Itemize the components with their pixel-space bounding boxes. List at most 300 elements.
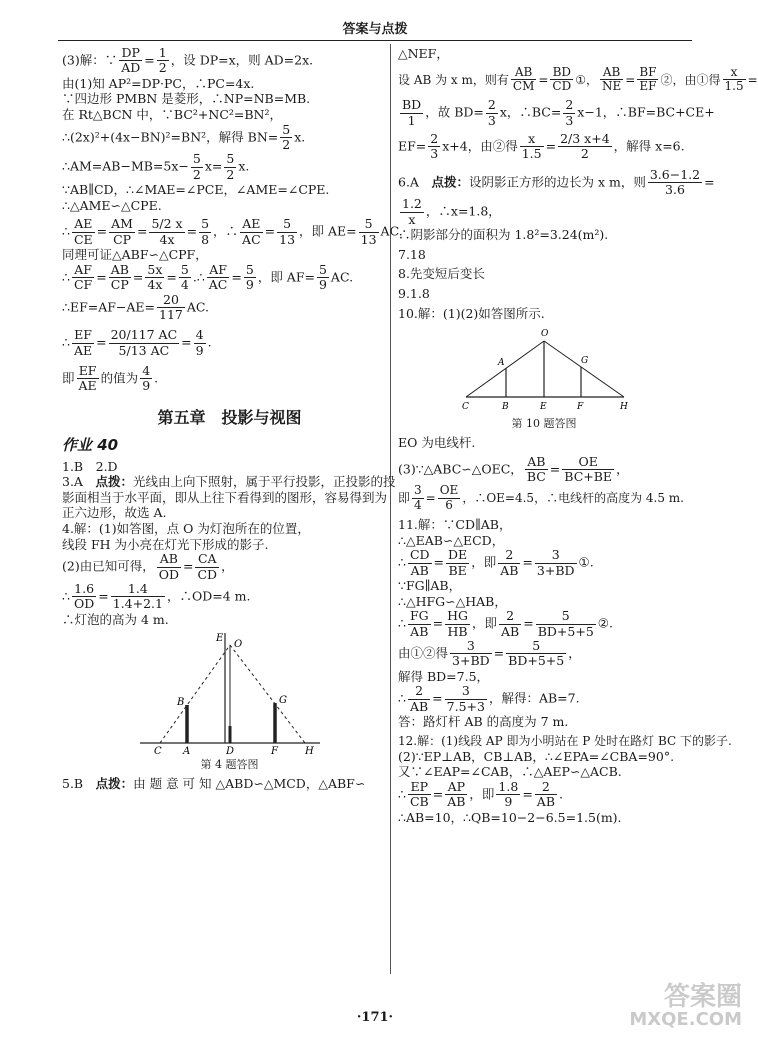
fraction — [157, 46, 169, 76]
numerator: 5 — [180, 261, 189, 277]
answer-11-line-1: 11.解：∵CD∥AB， — [398, 517, 512, 533]
denominator: 4x — [159, 231, 175, 247]
numerator: 3.6−1.2 — [649, 166, 701, 182]
text: . — [559, 786, 563, 802]
numerator: AM — [111, 216, 133, 232]
text: = — [747, 72, 758, 87]
label-b: B — [176, 697, 184, 709]
numerator: 3 — [445, 684, 487, 699]
right-column — [398, 46, 758, 825]
numerator: AB — [157, 552, 181, 567]
denominator: AE — [78, 378, 97, 394]
answer-3-line-3: 正六边形，故选 A. — [62, 505, 167, 521]
numerator: 1.2 — [402, 196, 422, 212]
answer-5-line-1 — [62, 776, 397, 792]
tip-label: 点拨： — [95, 474, 133, 490]
numerator: 5 — [245, 261, 254, 277]
fraction — [277, 217, 297, 247]
answer-11-line-3: ∴ $\frac{CD}{AB}$ = $\frac{DE}{BE}$ ，即 $\frac{2}{AB}$ = $\frac{3}{3+BD}$ ①. — [398, 547, 594, 578]
denominator: CP — [113, 231, 132, 247]
text: ，即 — [472, 615, 498, 631]
denominator: AB — [500, 562, 519, 578]
numerator: AB — [511, 66, 536, 81]
answer-3-line-1 — [62, 474, 397, 490]
answer-11-line-2: ∴△EAB∽△ECD， — [398, 532, 505, 548]
denominator: BE — [448, 562, 467, 578]
denominator: BC — [526, 469, 546, 485]
numerator: BF — [639, 64, 657, 79]
fraction — [145, 263, 164, 293]
numerator: 20/117 AC — [110, 327, 178, 343]
denominator: 9 — [195, 342, 204, 358]
fraction — [525, 455, 548, 485]
denominator: BD+5+5 — [537, 623, 594, 639]
answer-12-line-3: 又∵∠EAP=∠CAB，∴△AEP∽△ACB. — [398, 764, 622, 780]
answer-4-line-5: ∴灯泡的高为 4 m. — [62, 611, 169, 627]
text: 3.A — [62, 474, 96, 490]
denominator: OD — [158, 566, 179, 582]
fraction — [535, 780, 557, 810]
answer-9: 9.1.8 — [398, 286, 430, 302]
fraction — [179, 263, 191, 293]
figure-10 — [454, 325, 634, 415]
text: 光线由上向下照射，属于平行投影，正投影的投 — [132, 474, 396, 490]
text: ∴EF=AF−AE= — [62, 298, 156, 314]
numerator: AE — [240, 217, 263, 232]
denominator: 9 — [504, 794, 513, 810]
text: AC. — [380, 223, 403, 239]
fraction — [498, 548, 520, 578]
left-line-13: ∴ $\frac{EF}{AE}$ = $\frac{20/117 AC}{5/13 AC}$ = $\frac{4}{9}$ . — [62, 327, 212, 358]
numerator: 2 — [498, 548, 520, 563]
text: = — [704, 174, 715, 190]
text: 即 — [62, 370, 75, 386]
denominator: BD+5+5 — [508, 653, 565, 669]
fraction — [157, 293, 185, 323]
answer-6-line-3: ∴阴影部分的面积为 1.8²=3.24(m²). — [398, 227, 609, 243]
homework-title: 作业 40 — [62, 435, 119, 454]
text: ∴ — [398, 786, 406, 802]
fraction — [109, 263, 131, 293]
denominator: CE — [73, 231, 93, 247]
numerator: AB — [110, 261, 129, 277]
fraction — [520, 132, 544, 162]
text: 由①②得 — [398, 645, 449, 661]
left-line-9: ∴ $\frac{AE}{CE}$ = $\frac{AM}{CP}$ = $\frac{5/2 x}{4x}$ = $\frac{5}{8}$ ，∴ $\frac{AE}{AC}$ = $\frac{5}{13}$ ，即 AE= $\frac{5}{13}$ AC. — [62, 216, 403, 247]
denominator: 2 — [226, 166, 235, 182]
denominator: NE — [602, 79, 622, 94]
fraction — [191, 152, 203, 182]
text: ∴AM=AB−MB=5x− — [62, 158, 189, 174]
answer-1-2: 1.B 2.D — [62, 458, 118, 474]
answer-7: 7.18 — [398, 246, 426, 262]
answer-11-line-10: 答：路灯杆 AB 的高度为 7 m. — [398, 714, 569, 730]
denominator: 3.6 — [665, 182, 685, 198]
denominator: 1.4+2.1 — [112, 596, 163, 612]
left-line-14 — [62, 364, 397, 394]
text: .∴ — [192, 269, 205, 285]
label-d: D — [225, 746, 234, 758]
numerator: EF — [72, 328, 94, 343]
text: ②，由①得 — [660, 72, 721, 87]
answer-4-line-2: 线段 FH 为小亮在灯光下形成的影子. — [62, 536, 269, 552]
answer-11-line-6: ∴ $\frac{FG}{AB}$ = $\frac{HG}{HB}$ ，即 $\frac{2}{AB}$ = $\frac{5}{BD+5+5}$ ②. — [398, 608, 613, 639]
left-line-8: ∴△AME∽△CPE. — [62, 197, 162, 213]
fraction — [195, 552, 219, 582]
answer-11-line-7: 由①②得 $\frac{3}{3+BD}$ = $\frac{5}{BD+5+5}$ ， — [398, 638, 581, 669]
label-e: E — [540, 402, 547, 413]
numerator: AE — [72, 217, 95, 232]
header-rule — [58, 40, 692, 41]
numerator: 2 — [499, 609, 521, 624]
text: AC. — [186, 298, 210, 314]
fraction — [109, 217, 135, 247]
numerator: 5 — [277, 217, 297, 232]
fraction — [600, 66, 623, 95]
fraction — [535, 548, 577, 578]
text: (3)解：∵ — [62, 52, 118, 68]
fraction — [119, 46, 142, 76]
denominator: 1.5 — [521, 146, 542, 162]
label-e: E — [215, 633, 223, 645]
fraction — [412, 484, 424, 513]
left-line-6 — [62, 152, 397, 182]
fraction — [77, 364, 99, 394]
text: ②. — [597, 615, 613, 631]
ray-left — [466, 341, 544, 397]
label-c: C — [462, 402, 469, 413]
text: . — [154, 370, 159, 386]
fraction — [723, 66, 746, 95]
label-b: B — [502, 402, 509, 413]
denominator: 3+BD — [536, 562, 575, 578]
text: ，故 BD= — [425, 104, 484, 120]
text: ，即 AF= — [257, 269, 315, 285]
numerator: 2 — [408, 684, 430, 699]
numerator: 5/2 x — [151, 216, 183, 232]
answer-12-line-2: (2)∵EP⊥AB，CB⊥AB，∴∠EPA=∠CBA=90°. — [398, 748, 675, 764]
text: x−1，∴BF=BC+CE+ — [577, 104, 715, 120]
left-line-11: ∴ $\frac{AF}{CF}$ = $\frac{AB}{CP}$ = $\frac{5x}{4x}$ = $\frac{5}{4}$ .∴ $\frac{AF}{AC}$ = $\frac{5}{9}$ ，即 AF= $\frac{5}{9}$ AC. — [62, 261, 354, 293]
fraction — [317, 263, 329, 293]
text: ，∴OD=4 m. — [166, 588, 251, 604]
text: ，即 — [469, 786, 495, 802]
denominator: 6 — [445, 498, 453, 513]
watermark-line-2: MXQE.COM — [629, 1009, 742, 1031]
tip-label: 点拨： — [431, 174, 469, 190]
numerator: 20 — [157, 293, 185, 308]
fraction — [536, 609, 596, 639]
fraction — [496, 780, 520, 810]
numerator: HG — [447, 608, 468, 624]
fraction — [550, 66, 573, 95]
answer-11-line-4: ∵FG∥AB， — [398, 578, 462, 594]
text: ，解得 x=6. — [613, 138, 685, 154]
left-column — [62, 45, 403, 792]
numerator: 2 — [535, 780, 557, 795]
numerator: CA — [195, 552, 219, 567]
text: ，∴x=1.8， — [425, 203, 501, 219]
text: = — [144, 52, 155, 68]
denominator: 1.5 — [724, 79, 744, 94]
text: ∴ — [398, 615, 406, 631]
answer-12-line-5: ∴AB=10，∴QB=10−2−6.5=1.5(m). — [398, 809, 622, 825]
text: 即 — [398, 491, 411, 506]
denominator: 3 — [487, 112, 496, 128]
numerator: 4 — [195, 327, 204, 343]
figure-4 — [130, 631, 330, 756]
fraction — [648, 168, 702, 198]
denominator: 2 — [282, 137, 291, 152]
text: ∴ — [62, 588, 70, 604]
text: ∴ — [62, 269, 70, 285]
left-line-5 — [62, 123, 397, 153]
label-h: H — [304, 746, 314, 758]
fraction — [486, 98, 498, 128]
numerator: 5 — [506, 639, 566, 654]
text: 6.A — [398, 174, 432, 190]
ray-right — [544, 341, 624, 397]
denominator: AB — [447, 794, 466, 810]
label-o: O — [541, 329, 549, 340]
numerator: 5 — [226, 151, 235, 167]
text: (2)由已知可得， — [62, 558, 155, 574]
fraction — [72, 328, 94, 358]
text: 5.B — [62, 776, 96, 792]
figure-4-caption: 第 4 题答图 — [200, 758, 259, 772]
answer-6-line-1 — [398, 166, 715, 198]
text: ①， — [575, 72, 598, 87]
denominator: AC — [242, 231, 261, 247]
denominator: 13 — [360, 231, 377, 247]
fraction — [359, 217, 379, 247]
denominator: CF — [73, 277, 93, 293]
text: ①. — [578, 554, 594, 570]
page-number: ·171· — [356, 1010, 394, 1025]
denominator: 3 — [565, 112, 574, 128]
fraction — [72, 263, 94, 293]
fraction — [72, 217, 95, 247]
denominator: 5/13 AC — [118, 342, 170, 358]
label-h: H — [620, 402, 628, 413]
numerator: DP — [119, 46, 142, 61]
fraction — [558, 132, 612, 162]
denominator: 117 — [159, 306, 183, 322]
fraction — [506, 639, 566, 669]
label-a: A — [182, 746, 190, 758]
text: AC. — [330, 269, 354, 285]
fraction — [400, 197, 424, 227]
watermark-line-1: 答案圈 — [663, 981, 742, 1012]
answer-12-line-4: ∴ $\frac{EP}{CB}$ = $\frac{AP}{AB}$ ，即 $\frac{1.8}{9}$ = $\frac{2}{AB}$ . — [398, 779, 563, 810]
light-ray-left — [160, 645, 230, 743]
numerator: FG — [409, 608, 429, 624]
fraction — [149, 217, 184, 247]
text: 由 题 意 可 知 △ABD∽△MCD，△ABF∽ — [133, 776, 366, 792]
answer-10-line-4: 即 $\frac{3}{4}$ = $\frac{OE}{6}$ ，∴OE=4.5，∴电线杆的高度为 4.5 m. — [398, 483, 684, 513]
text: EF= — [398, 138, 427, 154]
label-a: A — [498, 358, 505, 369]
answer-11-line-5: ∴△HFG∽△HAB， — [398, 593, 507, 609]
denominator: CD — [197, 566, 218, 582]
right-line-3 — [398, 97, 715, 128]
left-line-4: 在 Rt△BCN 中，∵BC²+NC²=BN²， — [62, 107, 283, 122]
denominator: AE — [73, 342, 93, 358]
answer-6-line-2 — [398, 197, 690, 227]
numerator: OE — [562, 455, 614, 470]
fraction — [408, 548, 432, 578]
text: ∴ — [62, 223, 70, 239]
denominator: 4 — [180, 277, 189, 293]
numerator: AF — [207, 263, 230, 278]
denominator: AB — [409, 698, 429, 714]
answer-4-line-3: (2)由已知可得， $\frac{AB}{OD}$ = $\frac{CA}{CD}$ ， — [62, 551, 234, 582]
fraction — [450, 639, 492, 669]
fraction — [244, 263, 256, 293]
denominator: BC+BE — [564, 469, 613, 485]
denominator: HB — [447, 623, 468, 639]
numerator: 1.4 — [111, 582, 165, 597]
fraction — [194, 328, 206, 358]
numerator: 5 — [282, 121, 291, 137]
numerator: 5x — [147, 261, 163, 277]
denominator: 9 — [318, 277, 327, 293]
answer-4-line-4: ∴ $\frac{1.6}{OD}$ = $\frac{1.4}{1.4+2.1}$ ，∴OD=4 m. — [62, 581, 251, 612]
numerator: 5 — [536, 609, 596, 624]
fraction — [400, 98, 423, 128]
denominator: 7.5+3 — [446, 698, 485, 714]
text: x+4，由②得 — [442, 138, 518, 154]
answer-4-line-1: 4.解：(1)如答图，点 O 为灯泡所在的位置， — [62, 521, 310, 536]
numerator: OE — [439, 483, 459, 498]
left-line-7: ∵AB∥CD，∴∠MAE=∠PCE，∠AME=∠CPE. — [62, 182, 330, 198]
text: x. — [294, 129, 306, 144]
numerator: 5 — [359, 217, 379, 232]
label-f: F — [270, 746, 278, 758]
fraction — [438, 484, 461, 513]
page-header: 答案与点拨 — [342, 22, 408, 37]
text: (3)∵△ABC∽△OEC， — [398, 461, 523, 477]
text: ∴(2x)²+(4x−BN)²=BN²，解得 BN= — [62, 129, 279, 144]
denominator: 2 — [158, 60, 167, 76]
numerator: DE — [448, 547, 468, 563]
fraction — [445, 609, 470, 639]
text: ，设 DP=x，则 AD=2x. — [170, 52, 314, 68]
text: 设 AB 为 x m，则有 — [398, 72, 509, 87]
numerator: AB — [600, 66, 623, 81]
right-line-2: 设 AB 为 x m，则有 $\frac{AB}{CM}$ = $\frac{BD}{CD}$ ①， $\frac{AB}{NE}$ = $\frac{BF}{EF}$ ②，由①得 $\frac{x}{1.5}$ = — [398, 64, 758, 94]
numerator: BD — [550, 66, 573, 81]
answer-11-line-9: ∴ $\frac{2}{AB}$ = $\frac{3}{7.5+3}$ ，解得：AB=7. — [398, 683, 580, 714]
text: ，即 — [471, 554, 497, 570]
text: x. — [238, 158, 250, 174]
denominator: 13 — [279, 231, 296, 247]
denominator: OD — [73, 596, 95, 612]
answer-11-line-8: 解得 BD=7.5， — [398, 668, 490, 684]
answer-3-line-2: 影面相当于水平面，即从上往下看得到的图形，容易得到为 — [62, 489, 388, 505]
denominator: x — [408, 211, 416, 227]
numerator: 2 — [487, 97, 496, 113]
denominator: 4 — [414, 498, 422, 513]
fraction — [140, 364, 152, 394]
denominator: 9 — [245, 277, 254, 293]
denominator: CB — [409, 794, 429, 810]
fraction — [428, 132, 440, 162]
numerator: 2 — [565, 97, 574, 113]
numerator: BD — [402, 97, 422, 113]
numerator: 5 — [192, 151, 201, 167]
text: ，∴ — [213, 223, 239, 239]
numerator: x — [723, 66, 746, 81]
numerator: AF — [72, 263, 94, 278]
text: ，解得：AB=7. — [488, 690, 580, 706]
fraction — [445, 780, 467, 810]
fraction — [157, 552, 181, 582]
left-line-3: ∵四边形 PMBN 是菱形，∴NP=NB=MB. — [62, 91, 311, 107]
numerator: 2 — [430, 130, 439, 146]
text: ，∴OE=4.5，∴电线杆的高度为 4.5 m. — [462, 491, 684, 506]
answer-10-line-3: (3)∵△ABC∽△OEC， $\frac{AB}{BC}$ = $\frac{OE}{BC+BE}$ ， — [398, 453, 629, 485]
denominator: 3+BD — [452, 653, 490, 669]
denominator: 9 — [142, 378, 151, 394]
denominator: 3 — [430, 146, 439, 162]
left-line-12 — [62, 293, 397, 323]
denominator: AB — [410, 623, 429, 639]
label-c: C — [153, 746, 162, 758]
label-f: F — [577, 402, 584, 413]
numerator: 5 — [318, 261, 327, 277]
fraction — [280, 123, 292, 153]
answer-8: 8.先变短后变长 — [398, 266, 485, 282]
text: ∴ — [398, 690, 406, 706]
text: 设阴影正方形的边长为 x m，则 — [468, 174, 646, 190]
text: ，即 AE= — [299, 223, 357, 239]
left-line-10: 同理可证△ABF∽△CPF， — [62, 247, 208, 263]
label-g: G — [581, 356, 589, 367]
text: ∴ — [398, 554, 406, 570]
answer-10-line-1: 10.解：(1)(2)如答图所示. — [398, 305, 545, 321]
answer-12-line-1: 12.解：(1)线段 AP 即为小明站在 P 处时在路灯 BC 下的影子. — [398, 733, 732, 748]
fraction — [562, 455, 614, 485]
fraction — [224, 152, 236, 182]
numerator: 1.8 — [498, 779, 519, 795]
denominator: AB — [501, 623, 520, 639]
fraction — [408, 684, 430, 714]
denominator: AD — [121, 60, 141, 76]
light-ray-right — [230, 645, 305, 743]
numerator: 3 — [414, 483, 422, 498]
fraction — [408, 780, 431, 810]
numerator: x — [520, 132, 544, 147]
fraction — [199, 217, 211, 247]
text: ， — [568, 645, 581, 661]
text: ， — [616, 461, 629, 477]
left-line-1 — [62, 46, 397, 76]
numerator: 3 — [450, 639, 492, 654]
fraction — [207, 263, 230, 293]
denominator: 2 — [192, 166, 201, 182]
figure-10-caption: 第 10 题答图 — [511, 417, 577, 431]
numerator: AP — [445, 780, 467, 795]
fraction — [408, 609, 431, 639]
chapter-title: 第五章 投影与视图 — [157, 407, 302, 427]
tip-label: 点拨： — [95, 776, 134, 792]
label-o: O — [233, 639, 242, 651]
text: x，∴BC= — [499, 104, 562, 120]
fraction — [499, 609, 521, 639]
fraction — [240, 217, 263, 247]
denominator: 4x — [147, 277, 163, 293]
